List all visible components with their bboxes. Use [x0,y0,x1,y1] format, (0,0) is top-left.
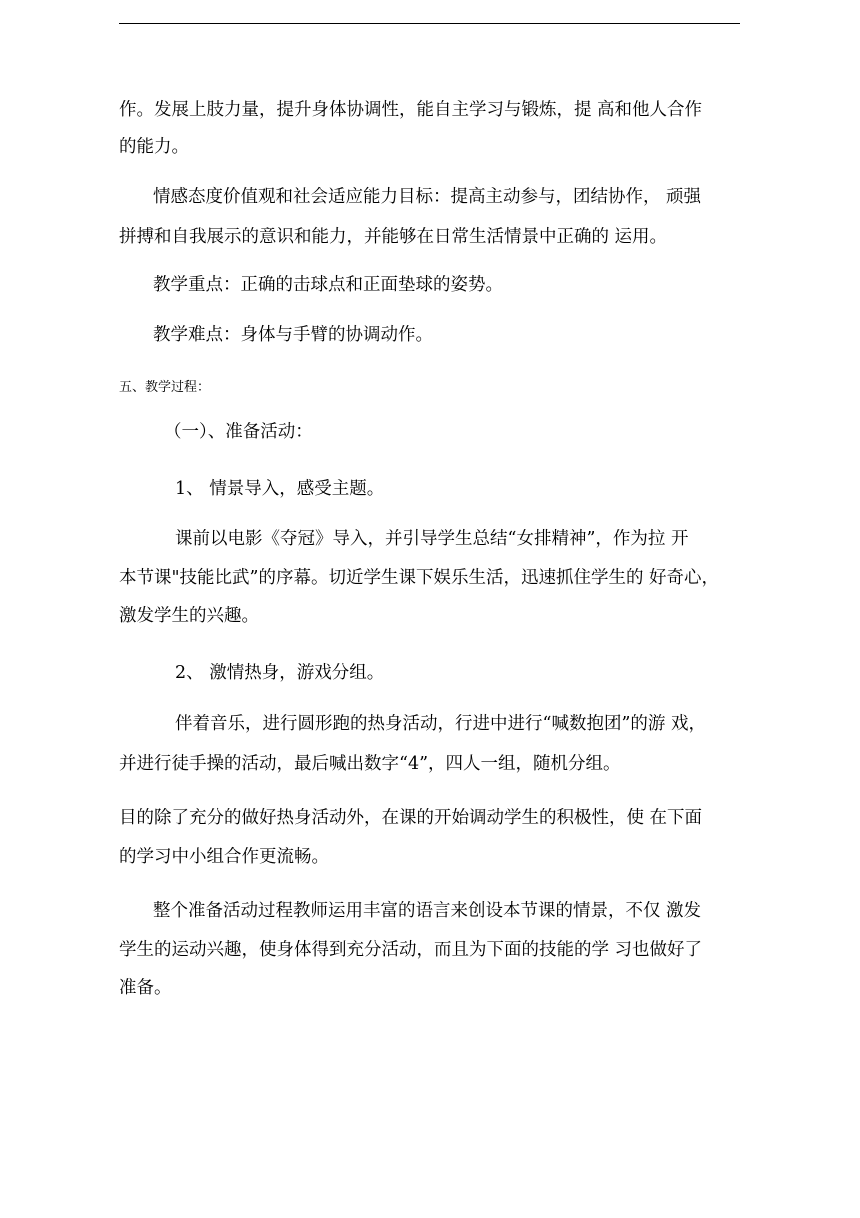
section-heading: 五、教学过程： [119,380,211,395]
paragraph-line: 作。发展上肢力量，提升身体协调性，能自主学习与锻炼，提 高和他人合作 [119,100,703,120]
key-point-line: 教学重点：正确的击球点和正面垫球的姿势。 [153,275,503,295]
paragraph-line: 整个准备活动过程教师运用丰富的语言来创设本节课的情景，不仅 激发 [153,901,702,921]
list-item-heading: 2、 激情热身，游戏分组。 [175,663,385,683]
list-item-heading: 1、 情景导入，感受主题。 [175,479,385,499]
paragraph-line: 学生的运动兴趣，使身体得到充分活动，而且为下面的技能的学 习也做好了 [119,940,703,960]
paragraph-line: 激发学生的兴趣。 [119,606,259,626]
paragraph-line: 的能力。 [119,137,189,157]
paragraph-line: 拼搏和自我展示的意识和能力，并能够在日常生活情景中正确的 运用。 [119,227,668,247]
paragraph-line: 本节课"技能比武”的序幕。切近学生课下娱乐生活，迅速抓住学生的 好奇心， [119,568,720,588]
subsection-heading: （一）、准备活动： [164,422,313,442]
header-rule [119,23,740,24]
paragraph-line: 课前以电影《夺冠》导入，并引导学生总结“女排精神”，作为拉 开 [175,529,689,549]
difficulty-line: 教学难点：身体与手臂的协调动作。 [153,325,433,345]
paragraph-line: 伴着音乐，进行圆形跑的热身活动，行进中进行“喊数抱团”的游 戏， [175,714,706,734]
paragraph-line: 目的除了充分的做好热身活动外，在课的开始调动学生的积极性，使 在下面 [119,808,703,828]
paragraph-line: 准备。 [119,978,172,998]
paragraph-line: 并进行徒手操的活动，最后喊出数字“4”，四人一组，随机分组。 [119,754,621,774]
paragraph-line: 情感态度价值观和社会适应能力目标：提高主动参与，团结协作， 顽强 [153,187,702,207]
paragraph-line: 的学习中小组合作更流畅。 [119,847,329,867]
